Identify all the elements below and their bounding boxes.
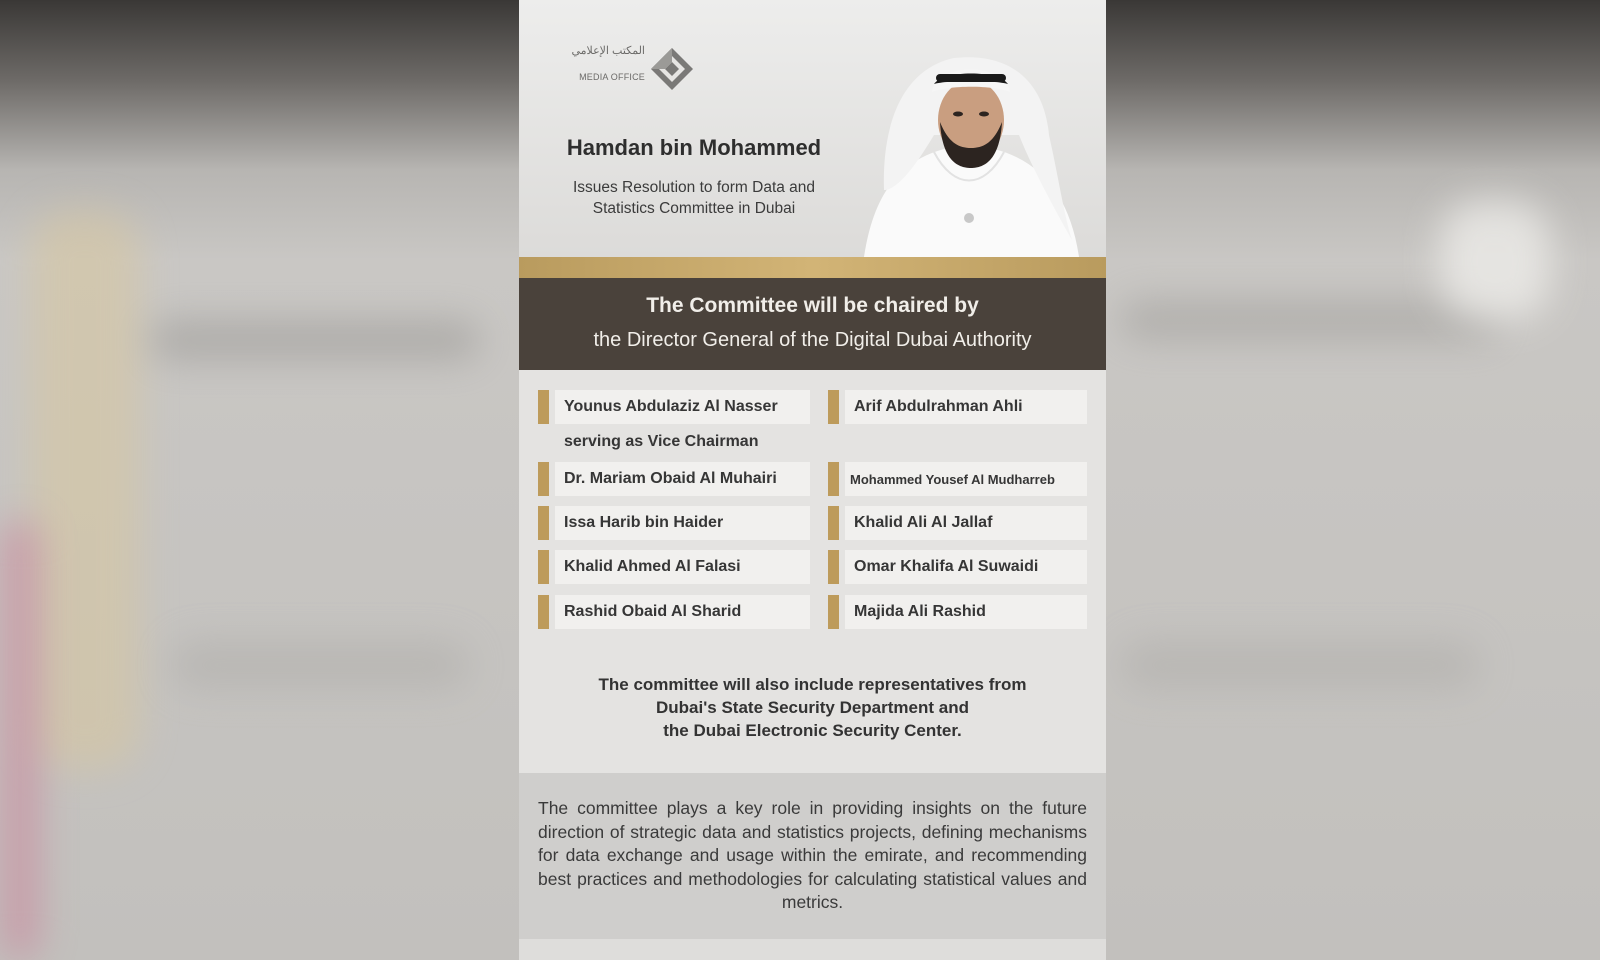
subtitle-line: Issues Resolution to form Data and: [572, 179, 816, 196]
chair-subheading: the Director General of the Digital Dubai Authority: [593, 329, 1032, 351]
hero-section: [519, 0, 1106, 257]
list-item: [828, 595, 1087, 629]
gold-bullet: [828, 506, 839, 540]
member-name: Omar Khalifa Al Suwaidi: [854, 558, 1039, 575]
gold-bullet: [828, 595, 839, 629]
key-role-text: The committee plays a key role in providing insights on the future direction of strategic data and statistics projects, defining mechanisms for data exchange and usage within the emirate, and recommending best practices and methodologies for calculating statistical values and metrics.: [538, 798, 1087, 912]
member-name: Khalid Ahmed Al Falasi: [564, 558, 741, 575]
background-blur-shape: [1120, 300, 1500, 340]
logo-arabic-text: المكتب الإعلامي: [571, 45, 645, 57]
background-blur-shape: [0, 520, 40, 960]
member-role: serving as Vice Chairman: [564, 433, 759, 450]
member-name: Issa Harib bin Haider: [564, 514, 724, 531]
list-item: [828, 550, 1087, 584]
list-item: [828, 390, 1087, 424]
list-item: [538, 390, 810, 450]
gold-bullet: [828, 550, 839, 584]
gold-bullet: [538, 595, 549, 629]
page-title: Hamdan bin Mohammed: [566, 135, 822, 160]
gold-bullet: [828, 390, 839, 424]
note-line: The committee will also include representatives from: [598, 675, 1027, 694]
member-name: Khalid Ali Al Jallaf: [854, 514, 993, 531]
note-line: the Dubai Electronic Security Center.: [663, 721, 962, 740]
background-blur-shape: [170, 640, 470, 690]
background-blur-shape: [1440, 200, 1550, 320]
gold-bullet: [828, 462, 839, 496]
member-name: Mohammed Yousef Al Mudharreb: [850, 472, 1055, 487]
list-item: [538, 506, 810, 540]
key-role-section: [519, 773, 1106, 939]
page-subtitle: [529, 177, 859, 219]
representatives-note: [519, 673, 1106, 742]
gold-bullet: [538, 506, 549, 540]
member-name: Majida Ali Rashid: [854, 603, 986, 620]
logo-english-text: MEDIA OFFICE: [579, 72, 645, 82]
list-item: [828, 462, 1087, 496]
infographic-card: [519, 0, 1106, 960]
gold-bullet: [538, 390, 549, 424]
background-blur-shape: [1120, 640, 1480, 690]
portrait-illustration: [844, 40, 1094, 257]
media-office-logo: [561, 44, 721, 94]
list-item: [538, 550, 810, 584]
list-item: [828, 506, 1087, 540]
gold-bullet: [538, 550, 549, 584]
logo-diamond-icon: [649, 46, 695, 92]
list-item: [538, 462, 810, 496]
note-line: Dubai's State Security Department and: [656, 698, 969, 717]
member-name: Dr. Mariam Obaid Al Muhairi: [564, 470, 777, 487]
background-blur-shape: [150, 320, 480, 360]
bottom-strip: [519, 939, 1106, 960]
chair-banner: [519, 278, 1106, 370]
subtitle-line: Statistics Committee in Dubai: [592, 200, 796, 217]
member-list: [519, 370, 1106, 670]
chair-heading: The Committee will be chaired by: [646, 294, 979, 317]
member-name: Arif Abdulrahman Ahli: [854, 398, 1023, 415]
list-item: [538, 595, 810, 629]
member-name: Younus Abdulaziz Al Nasser: [564, 398, 778, 415]
gold-bullet: [538, 462, 549, 496]
gold-divider: [519, 257, 1106, 278]
member-name: Rashid Obaid Al Sharid: [564, 603, 742, 620]
background-blur-shape: [30, 210, 140, 770]
